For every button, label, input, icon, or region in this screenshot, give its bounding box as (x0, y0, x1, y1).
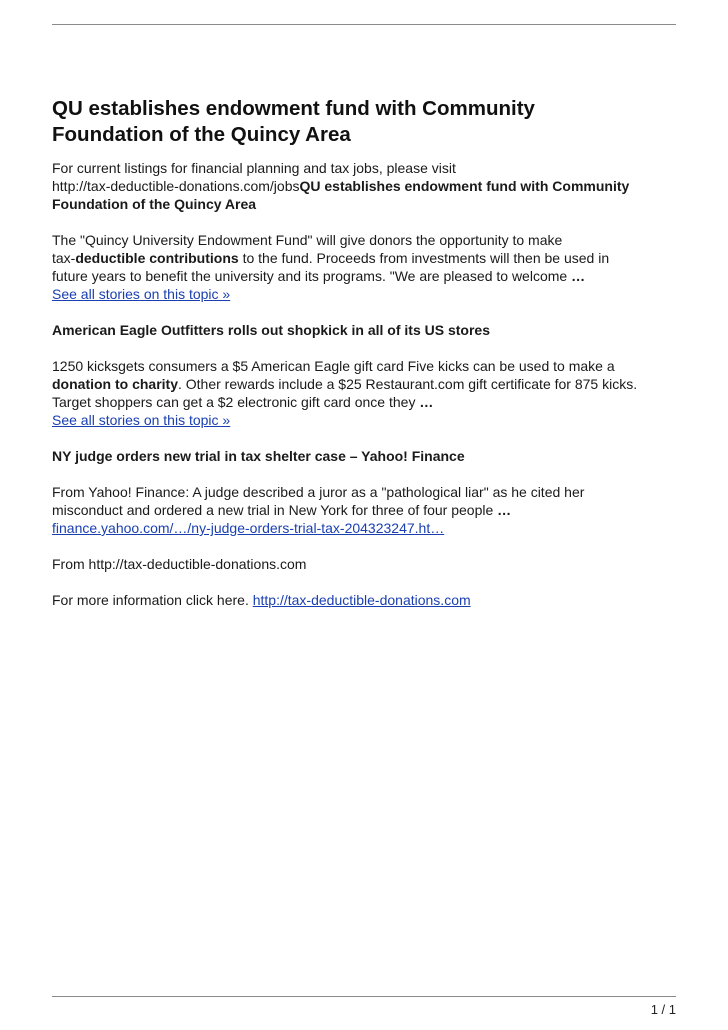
footer-rule (52, 996, 676, 997)
article-heading-american-eagle: American Eagle Outfitters rolls out shopkick in all of its US stores (52, 322, 490, 338)
article-ny-judge-text: From Yahoo! Finance: A judge described a juror as a "pathological liar" as he cited her misconduct and ordered a new trial in New York for three of four people … finance.yahoo.com/…/ny-judge-orders-trial-tax-204323247.ht… (52, 484, 585, 536)
article-ny-judge (52, 483, 676, 537)
page-number: 1 / 1 (650, 1002, 676, 1017)
source-line: From http://tax-deductible-donations.com (52, 556, 307, 572)
more-info-line: For more information click here. http://tax-deductible-donations.com (52, 592, 471, 608)
see-all-stories-link[interactable]: See all stories on this topic » (52, 286, 231, 302)
article-heading-ny-judge: NY judge orders new trial in tax shelter case – Yahoo! Finance (52, 448, 465, 464)
intro-bold-title: QU establishes endowment fund with Community (299, 178, 630, 194)
article-american-eagle (52, 357, 676, 429)
intro-paragraph: For current listings for financial planning and tax jobs, please visit http://tax-deductible-donations.com/jobsQU establishes endowment fund with Community Foundation of the Quincy Area (52, 160, 630, 212)
see-all-stories-link[interactable]: See all stories on this topic » (52, 412, 231, 428)
yahoo-finance-link[interactable]: finance.yahoo.com/…/ny-judge-orders-trial-tax-204323247.ht… (52, 520, 445, 536)
article-quincy (52, 231, 676, 303)
page-title: QU establishes endowment fund with Community Foundation of the Quincy Area (52, 97, 535, 146)
article-quincy-text: The "Quincy University Endowment Fund" will give donors the opportunity to make tax-deductible contributions to the fund. Proceeds from investments will then be used in future years to benefit the university and its programs. "We are pleased to welcome … See all stories on this topic » (52, 232, 610, 302)
article-american-eagle-text: 1250 kicksgets consumers a $5 American Eagle gift card Five kicks can be used to make a donation to charity. Other rewards include a $25 Restaurant.com gift certificate for 875 kicks. Target shoppers can get a $2 electronic gift card once they … See all stories on this topic » (52, 358, 638, 428)
header-rule (52, 24, 676, 25)
document-body (52, 96, 676, 627)
jobs-url: http://tax-deductible-donations.com/jobs (52, 178, 300, 194)
more-info-link[interactable]: http://tax-deductible-donations.com (252, 592, 471, 608)
